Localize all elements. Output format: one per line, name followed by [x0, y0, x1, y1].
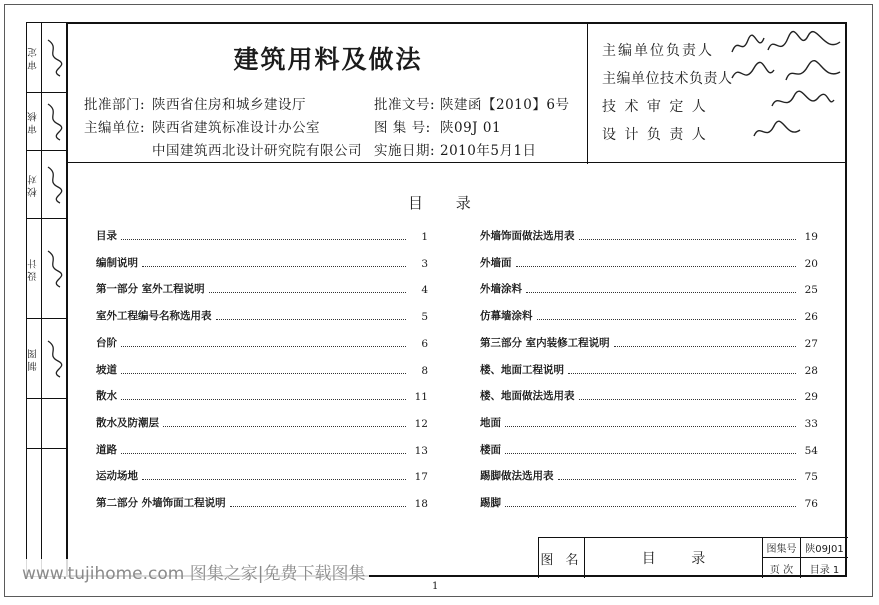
toc-entry[interactable]	[96, 383, 428, 403]
toc-leader-dots	[516, 266, 797, 267]
toc-entry[interactable]	[96, 330, 428, 350]
toc-entry[interactable]	[96, 223, 428, 243]
atlas-no: 陕09J 01	[440, 120, 502, 136]
toc-entry-page: 28	[804, 364, 818, 377]
toc-entry-page: 18	[414, 498, 428, 510]
toc-entry[interactable]	[480, 437, 818, 457]
toc-entry-label: 编制说明	[96, 256, 138, 269]
approval-no: 陕建函【2010】6号	[440, 97, 570, 113]
toc-entry-page: 26	[804, 311, 818, 324]
toc-entry-label: 第三部分 室内装修工程说明	[480, 336, 610, 349]
toc-entry[interactable]	[96, 463, 428, 483]
toc-entry-page: 4	[421, 284, 428, 297]
toc-leader-dots	[142, 266, 406, 267]
toc-leader-dots	[163, 426, 406, 427]
toc-leader-dots	[537, 319, 797, 320]
toc-leader-dots	[526, 292, 796, 293]
toc-leader-dots	[579, 399, 797, 400]
editor-unit-label: 主编单位:	[84, 120, 146, 136]
toc-leader-dots	[558, 479, 797, 480]
toc-entry-page: 75	[804, 471, 818, 484]
toc-entry-label: 第二部分 外墙饰面工程说明	[96, 497, 226, 509]
header-divider	[68, 162, 845, 163]
effective-date: 2010年5月1日	[440, 143, 537, 159]
signature-1	[728, 30, 846, 60]
strip-signature	[42, 151, 66, 219]
toc-leader-dots	[121, 399, 406, 400]
strip-cell	[27, 93, 66, 151]
strip-cell-label: 制图	[28, 346, 39, 371]
toc-entry[interactable]	[480, 357, 818, 377]
page-value-cell: 目录 1	[809, 564, 840, 576]
toc-entry[interactable]	[480, 303, 818, 323]
toc-entry[interactable]	[480, 410, 818, 430]
responsible-technical: 主编单位技术负责人	[602, 71, 733, 87]
toc-entry-label: 运动场地	[96, 470, 138, 483]
toc-entry-label: 目录	[96, 230, 117, 242]
toc-leader-dots	[216, 319, 407, 320]
page-label-cell: 页 次	[763, 558, 801, 578]
toc-entry-label: 台阶	[96, 336, 117, 349]
atlas-no-label-cell: 图集号	[763, 538, 801, 558]
toc-entry[interactable]	[96, 250, 428, 270]
toc-entry-label: 楼面	[480, 443, 501, 456]
toc-entry-label: 第一部分 室外工程说明	[96, 283, 205, 296]
editor-unit-1: 陕西省建筑标准设计办公室	[152, 120, 320, 136]
toc-entry-page: 19	[804, 231, 818, 243]
editor-unit-2: 中国建筑西北设计研究院有限公司	[152, 143, 362, 159]
signature-2	[728, 58, 846, 88]
toc-leader-dots	[121, 239, 406, 240]
strip-signature	[42, 319, 66, 399]
toc-leader-dots	[505, 506, 796, 507]
toc-entry-label: 踢脚	[480, 497, 501, 509]
responsible-designer: 设 计 负 责 人	[602, 127, 708, 143]
toc-entry-label: 外墙面	[480, 256, 512, 269]
toc-leader-dots	[230, 506, 406, 507]
toc-entry-page: 12	[414, 417, 428, 430]
toc-leader-dots	[505, 426, 796, 427]
approve-dept-label: 批准部门:	[84, 97, 146, 113]
toc-entry-label: 外墙涂料	[480, 283, 522, 296]
toc-leader-dots	[568, 373, 796, 374]
toc-entry-page: 25	[804, 284, 818, 297]
toc-title: 目 录	[408, 194, 485, 212]
toc-leader-dots	[505, 453, 796, 454]
toc-leader-dots	[142, 479, 406, 480]
drawing-name: 目 录	[585, 538, 763, 578]
toc-entry[interactable]	[96, 303, 428, 323]
toc-entry-label: 仿幕墙涂料	[480, 310, 533, 323]
toc-entry-label: 踢脚做法选用表	[480, 470, 554, 483]
approval-no-label: 批准文号:	[374, 97, 436, 113]
toc-entry-label: 室外工程编号名称选用表	[96, 310, 212, 323]
strip-cell-label: 校对	[28, 172, 39, 197]
strip-cell	[27, 23, 66, 93]
strip-cell	[27, 319, 66, 399]
toc-entry[interactable]	[480, 463, 818, 483]
strip-cell-label: 审核	[28, 109, 39, 134]
toc-entry[interactable]	[96, 276, 428, 296]
toc-entry-label: 外墙饰面做法选用表	[480, 230, 575, 242]
toc-entry-label: 散水及防潮层	[96, 416, 159, 429]
strip-signature	[42, 93, 66, 151]
toc-entry-page: 13	[414, 444, 428, 457]
effective-label: 实施日期:	[374, 143, 436, 159]
atlas-no-cell: 陕09J01	[801, 538, 848, 558]
toc-leader-dots	[121, 373, 406, 374]
toc-entry-page: 27	[804, 337, 818, 350]
strip-cell	[27, 219, 66, 319]
responsible-editor-unit: 主编单位负责人	[602, 43, 714, 59]
toc-leader-dots	[121, 346, 406, 347]
toc-entry[interactable]	[480, 383, 818, 403]
watermark: www.tujihome.com 图集之家|免费下载图集	[22, 559, 369, 584]
toc-entry[interactable]	[480, 490, 818, 510]
atlas-no-label: 图 集 号:	[374, 120, 431, 136]
toc-entry[interactable]	[96, 437, 428, 457]
toc-entry[interactable]	[480, 276, 818, 296]
page-number: 1	[432, 581, 439, 592]
strip-cell-label: 审定	[28, 45, 39, 70]
toc-entry-page: 54	[804, 444, 818, 457]
toc-entry-page: 33	[804, 417, 818, 430]
toc-entry-label: 地面	[480, 416, 501, 429]
signature-3	[768, 88, 838, 114]
strip-cell	[27, 399, 66, 449]
responsibles-panel	[587, 24, 846, 164]
toc-entry-page: 20	[804, 257, 818, 270]
title-block	[538, 537, 848, 578]
toc-entry[interactable]	[480, 223, 818, 243]
drawing-sheet	[66, 22, 847, 577]
toc-leader-dots	[121, 453, 406, 454]
drawing-name-label: 图 名	[539, 538, 585, 578]
side-signature-strip	[26, 22, 66, 577]
responsible-reviewer: 技 术 审 定 人	[602, 99, 708, 115]
strip-signature	[42, 219, 66, 319]
toc-entry-label: 道路	[96, 443, 117, 456]
toc-entry-page: 8	[421, 364, 428, 377]
toc-entry[interactable]	[96, 357, 428, 377]
toc-entry-page: 5	[421, 311, 428, 324]
toc-leader-dots	[209, 292, 406, 293]
toc-entry-label: 散水	[96, 390, 117, 403]
toc-entry-label: 楼、地面工程说明	[480, 363, 564, 376]
toc-entry-label: 楼、地面做法选用表	[480, 390, 575, 403]
strip-cell	[27, 151, 66, 219]
toc-entry-page: 3	[421, 257, 428, 270]
toc-entry-page: 1	[421, 231, 428, 243]
toc-entry-page: 76	[804, 498, 818, 510]
toc-entry[interactable]	[96, 490, 428, 510]
toc-leader-dots	[614, 346, 796, 347]
toc-entry[interactable]	[480, 330, 818, 350]
header-info	[68, 24, 588, 164]
toc-entry-label: 坡道	[96, 363, 117, 376]
toc-entry-page: 17	[414, 471, 428, 484]
toc-leader-dots	[579, 239, 797, 240]
toc-entry-page: 11	[414, 391, 428, 404]
strip-cell-label: 设计	[28, 256, 39, 281]
approve-dept: 陕西省住房和城乡建设厅	[152, 97, 306, 113]
toc-entry[interactable]	[480, 250, 818, 270]
strip-signature	[42, 23, 66, 93]
page-title: 建筑用料及做法	[233, 45, 423, 74]
toc-entry-page: 29	[804, 391, 818, 404]
toc-entry-page: 6	[421, 337, 428, 350]
toc-entry[interactable]	[96, 410, 428, 430]
signature-4	[748, 116, 808, 146]
